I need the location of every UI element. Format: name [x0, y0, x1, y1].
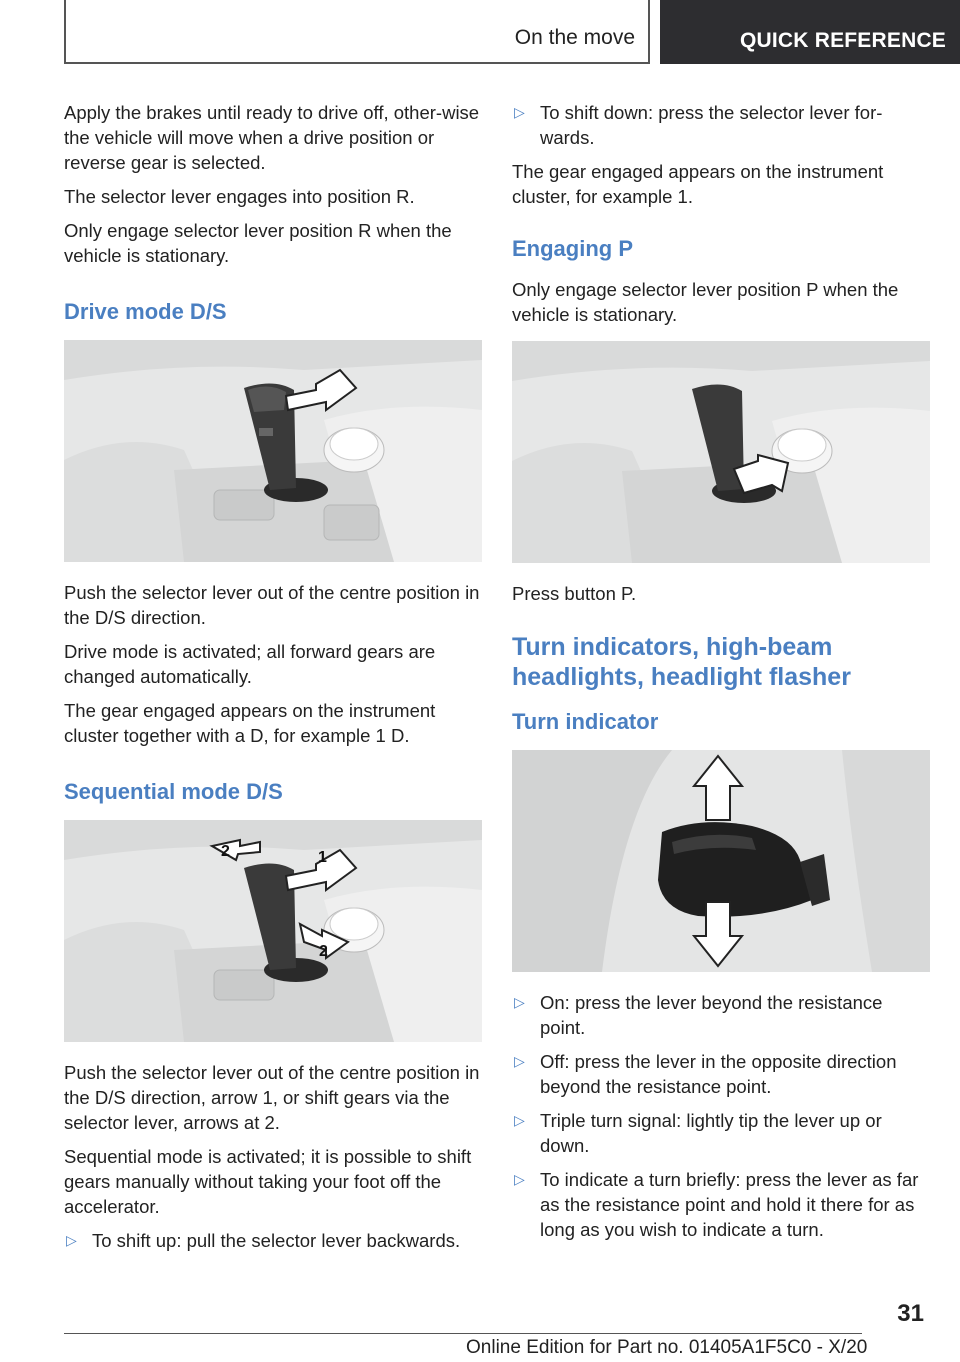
arrow-label-1: 1	[318, 849, 327, 866]
paragraph: The gear engaged appears on the instrument cluster, for example 1.	[512, 161, 884, 207]
paragraph: Only engage selector lever position R when the vehicle is stationary.	[64, 220, 452, 266]
list-item: ▷ To indicate a turn briefly: press the lever as far as the resistance point and hold it there for as long as you wish to indicate a turn.	[514, 1169, 919, 1240]
list-item: ▷ To shift up: pull the selector lever backwards.	[66, 1230, 461, 1251]
park-button-illustration	[512, 341, 930, 563]
arrow-label-2-top: 2	[221, 843, 230, 860]
page-number: 31	[897, 1300, 924, 1327]
paragraph: Apply the brakes until ready to drive off, other-wise the vehicle will move when a drive position or reverse gear is selected.	[64, 102, 480, 173]
footer-edition: Online Edition for Part no. 01405A1F5C0 - X/20	[466, 1337, 868, 1358]
bullet-list	[64, 1228, 482, 1253]
figure-park-button	[512, 341, 930, 563]
paragraph: The gear engaged appears on the instrument cluster together with a D, for example 1 D.	[64, 700, 436, 746]
header-quick-reference-badge: QUICK REFERENCE	[660, 0, 960, 64]
right-column	[512, 100, 930, 1251]
list-item: ▷ Triple turn signal: lightly tip the lever up or down.	[514, 1110, 882, 1156]
bullet-list	[512, 100, 930, 150]
paragraph: Only engage selector lever position P when the vehicle is stationary.	[512, 279, 899, 325]
figure-turn-indicator-lever	[512, 750, 930, 972]
footer-divider	[64, 1333, 862, 1334]
turn-indicator-illustration	[512, 750, 930, 972]
arrow-label-2-bottom: 2	[319, 943, 328, 960]
heading-engaging-p: Engaging P	[512, 236, 633, 261]
paragraph: Push the selector lever out of the centre position in the D/S direction, arrow 1, or shift gears via the selector lever, arrows at 2.	[64, 1062, 480, 1133]
selector-lever-illustration	[64, 340, 482, 562]
paragraph: Drive mode is activated; all forward gears are changed automatically.	[64, 641, 436, 687]
figure-selector-lever-drive	[64, 340, 482, 562]
triangle-bullet-icon: ▷	[514, 1112, 525, 1128]
selector-lever-sequential-illustration	[64, 820, 482, 1042]
heading-sequential-mode: Sequential mode D/S	[64, 779, 283, 804]
header-section-title: On the move	[514, 26, 635, 49]
paragraph: Sequential mode is activated; it is possible to shift gears manually without taking your foot off the accelerator.	[64, 1146, 472, 1217]
list-item: ▷ To shift down: press the selector lever for-wards.	[514, 102, 883, 148]
triangle-bullet-icon: ▷	[514, 994, 525, 1010]
heading-drive-mode: Drive mode D/S	[64, 299, 227, 324]
left-column	[64, 100, 482, 1262]
heading-turn-indicators: Turn indicators, high-beam headlights, headlight flasher	[512, 633, 851, 691]
triangle-bullet-icon: ▷	[514, 1053, 525, 1069]
list-item: ▷ On: press the lever beyond the resistance point.	[514, 992, 883, 1038]
bullet-list-turn-indicator	[512, 990, 930, 1242]
paragraph: Press button P.	[512, 583, 637, 604]
triangle-bullet-icon: ▷	[514, 104, 525, 120]
paragraph: The selector lever engages into position R.	[64, 186, 415, 207]
triangle-bullet-icon: ▷	[66, 1232, 77, 1248]
figure-selector-lever-sequential	[64, 820, 482, 1042]
list-item: ▷ Off: press the lever in the opposite direction beyond the resistance point.	[514, 1051, 897, 1097]
heading-turn-indicator: Turn indicator	[512, 709, 659, 734]
paragraph: Push the selector lever out of the centre position in the D/S direction.	[64, 582, 480, 628]
triangle-bullet-icon: ▷	[514, 1171, 525, 1187]
